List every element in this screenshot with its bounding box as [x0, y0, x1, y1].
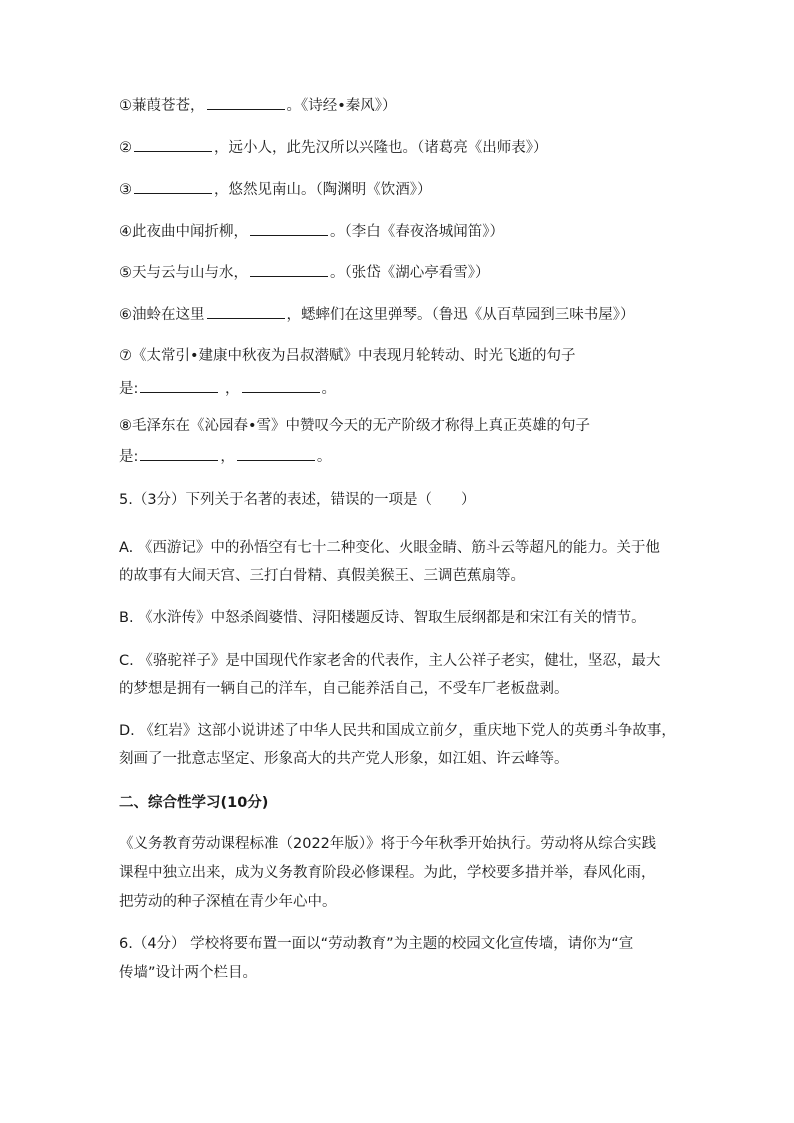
poem-text: ④此夜曲中闻折柳，	[119, 224, 248, 240]
poem-text: ①蒹葭苍苍，	[119, 98, 205, 114]
poem-text: 。（李白《春夜洛城闻笛》）	[330, 224, 504, 240]
poem-text: ，远小人，此先汉所以兴隆也。（诸葛亮《出师表》）	[214, 140, 548, 156]
poem-text: ③	[119, 182, 132, 198]
poem-text: ，蟋蟀们在这里弹琴。（鲁迅《从百草园到三味书屋》）	[286, 307, 635, 323]
poem-line-3	[119, 179, 432, 200]
q7-line-2	[119, 378, 336, 399]
answer-blank[interactable]	[250, 262, 328, 277]
poem-text: 。《诗经•秦风》）	[286, 98, 397, 114]
q7-line-1: ⑦《太常引•建康中秋夜为吕叔潜赋》中表现月轮转动、时光飞逝的句子	[119, 348, 576, 364]
q7-sep: ，	[220, 381, 240, 397]
poem-text: ⑥油蛉在这里	[119, 307, 205, 323]
q5-option-a-line1: A. 《西游记》中的孙悟空有七十二种变化、火眼金睛、筋斗云等超凡的能力。关于他	[119, 540, 660, 556]
answer-blank[interactable]	[237, 446, 315, 461]
q5-option-d-line1: D. 《红岩》这部小说讲述了中华人民共和国成立前夕，重庆地下党人的英勇斗争故事，	[119, 723, 676, 739]
poem-text: ②	[119, 140, 132, 156]
q8-prefix: 是:	[119, 449, 139, 465]
answer-blank[interactable]	[134, 179, 212, 194]
q7-end: 。	[321, 381, 336, 397]
q8-sep: ，	[220, 449, 235, 465]
q5-option-d-line2: 刻画了一批意志坚定、形象高大的共产党人形象，如江姐、许云峰等。	[119, 751, 569, 767]
q5-option-c-line1: C. 《骆驼祥子》是中国现代作家老舍的代表作，主人公祥子老实，健壮，坚忍，最大	[119, 653, 661, 669]
q5-option-b: B. 《水浒传》中怒杀阎婆惜、浔阳楼题反诗、智取生辰纲都是和宋江有关的情节。	[119, 610, 646, 626]
answer-blank[interactable]	[134, 137, 212, 152]
q6-line2: 传墙”设计两个栏目。	[119, 965, 258, 981]
poem-line-5	[119, 262, 490, 283]
section-heading: 二、综合性学习(10分)	[119, 795, 269, 811]
q8-line-1: ⑧毛泽东在《沁园春•雪》中赞叹今天的无产阶级才称得上真正英雄的句子	[119, 418, 591, 434]
answer-blank[interactable]	[207, 304, 285, 319]
poem-text: ⑤天与云与山与水，	[119, 265, 248, 281]
poem-line-6	[119, 304, 635, 325]
poem-line-2	[119, 137, 548, 158]
section-intro-line2: 课程中独立出来，成为义务教育阶段必修课程。为此，学校要多措并举，春风化雨，	[119, 865, 656, 881]
q5-stem: 5.（3分）下列关于名著的表述，错误的一项是（ ）	[119, 492, 476, 508]
q5-option-a-line2: 的故事有大闹天宫、三打白骨精、真假美猴王、三调芭蕉扇等。	[119, 568, 525, 584]
poem-line-1	[119, 95, 397, 116]
poem-text: 。（张岱《湖心亭看雪》）	[330, 265, 490, 281]
poem-line-4	[119, 221, 504, 242]
answer-blank[interactable]	[140, 446, 218, 461]
section-intro-line3: 把劳动的种子深植在青少年心中。	[119, 894, 337, 910]
answer-blank[interactable]	[250, 221, 328, 236]
q6-line1: 6.（4分） 学校将要布置一面以“劳动教育”为主题的校园文化宣传墙，请你为“宣	[119, 936, 634, 952]
answer-blank[interactable]	[140, 378, 218, 393]
q5-option-c-line2: 的梦想是拥有一辆自己的洋车，自己能养活自己，不受车厂老板盘剥。	[119, 681, 569, 697]
q8-line-2	[119, 446, 331, 467]
answer-blank[interactable]	[207, 95, 285, 110]
q8-end: 。	[316, 449, 332, 465]
q7-prefix: 是:	[119, 381, 139, 397]
poem-text: ，悠然见南山。（陶渊明《饮酒》）	[214, 182, 432, 198]
section-intro-line1: 《义务教育劳动课程标准（2022年版）》将于今年秋季开始执行。劳动将从综合实践	[119, 836, 657, 852]
answer-blank[interactable]	[242, 378, 320, 393]
